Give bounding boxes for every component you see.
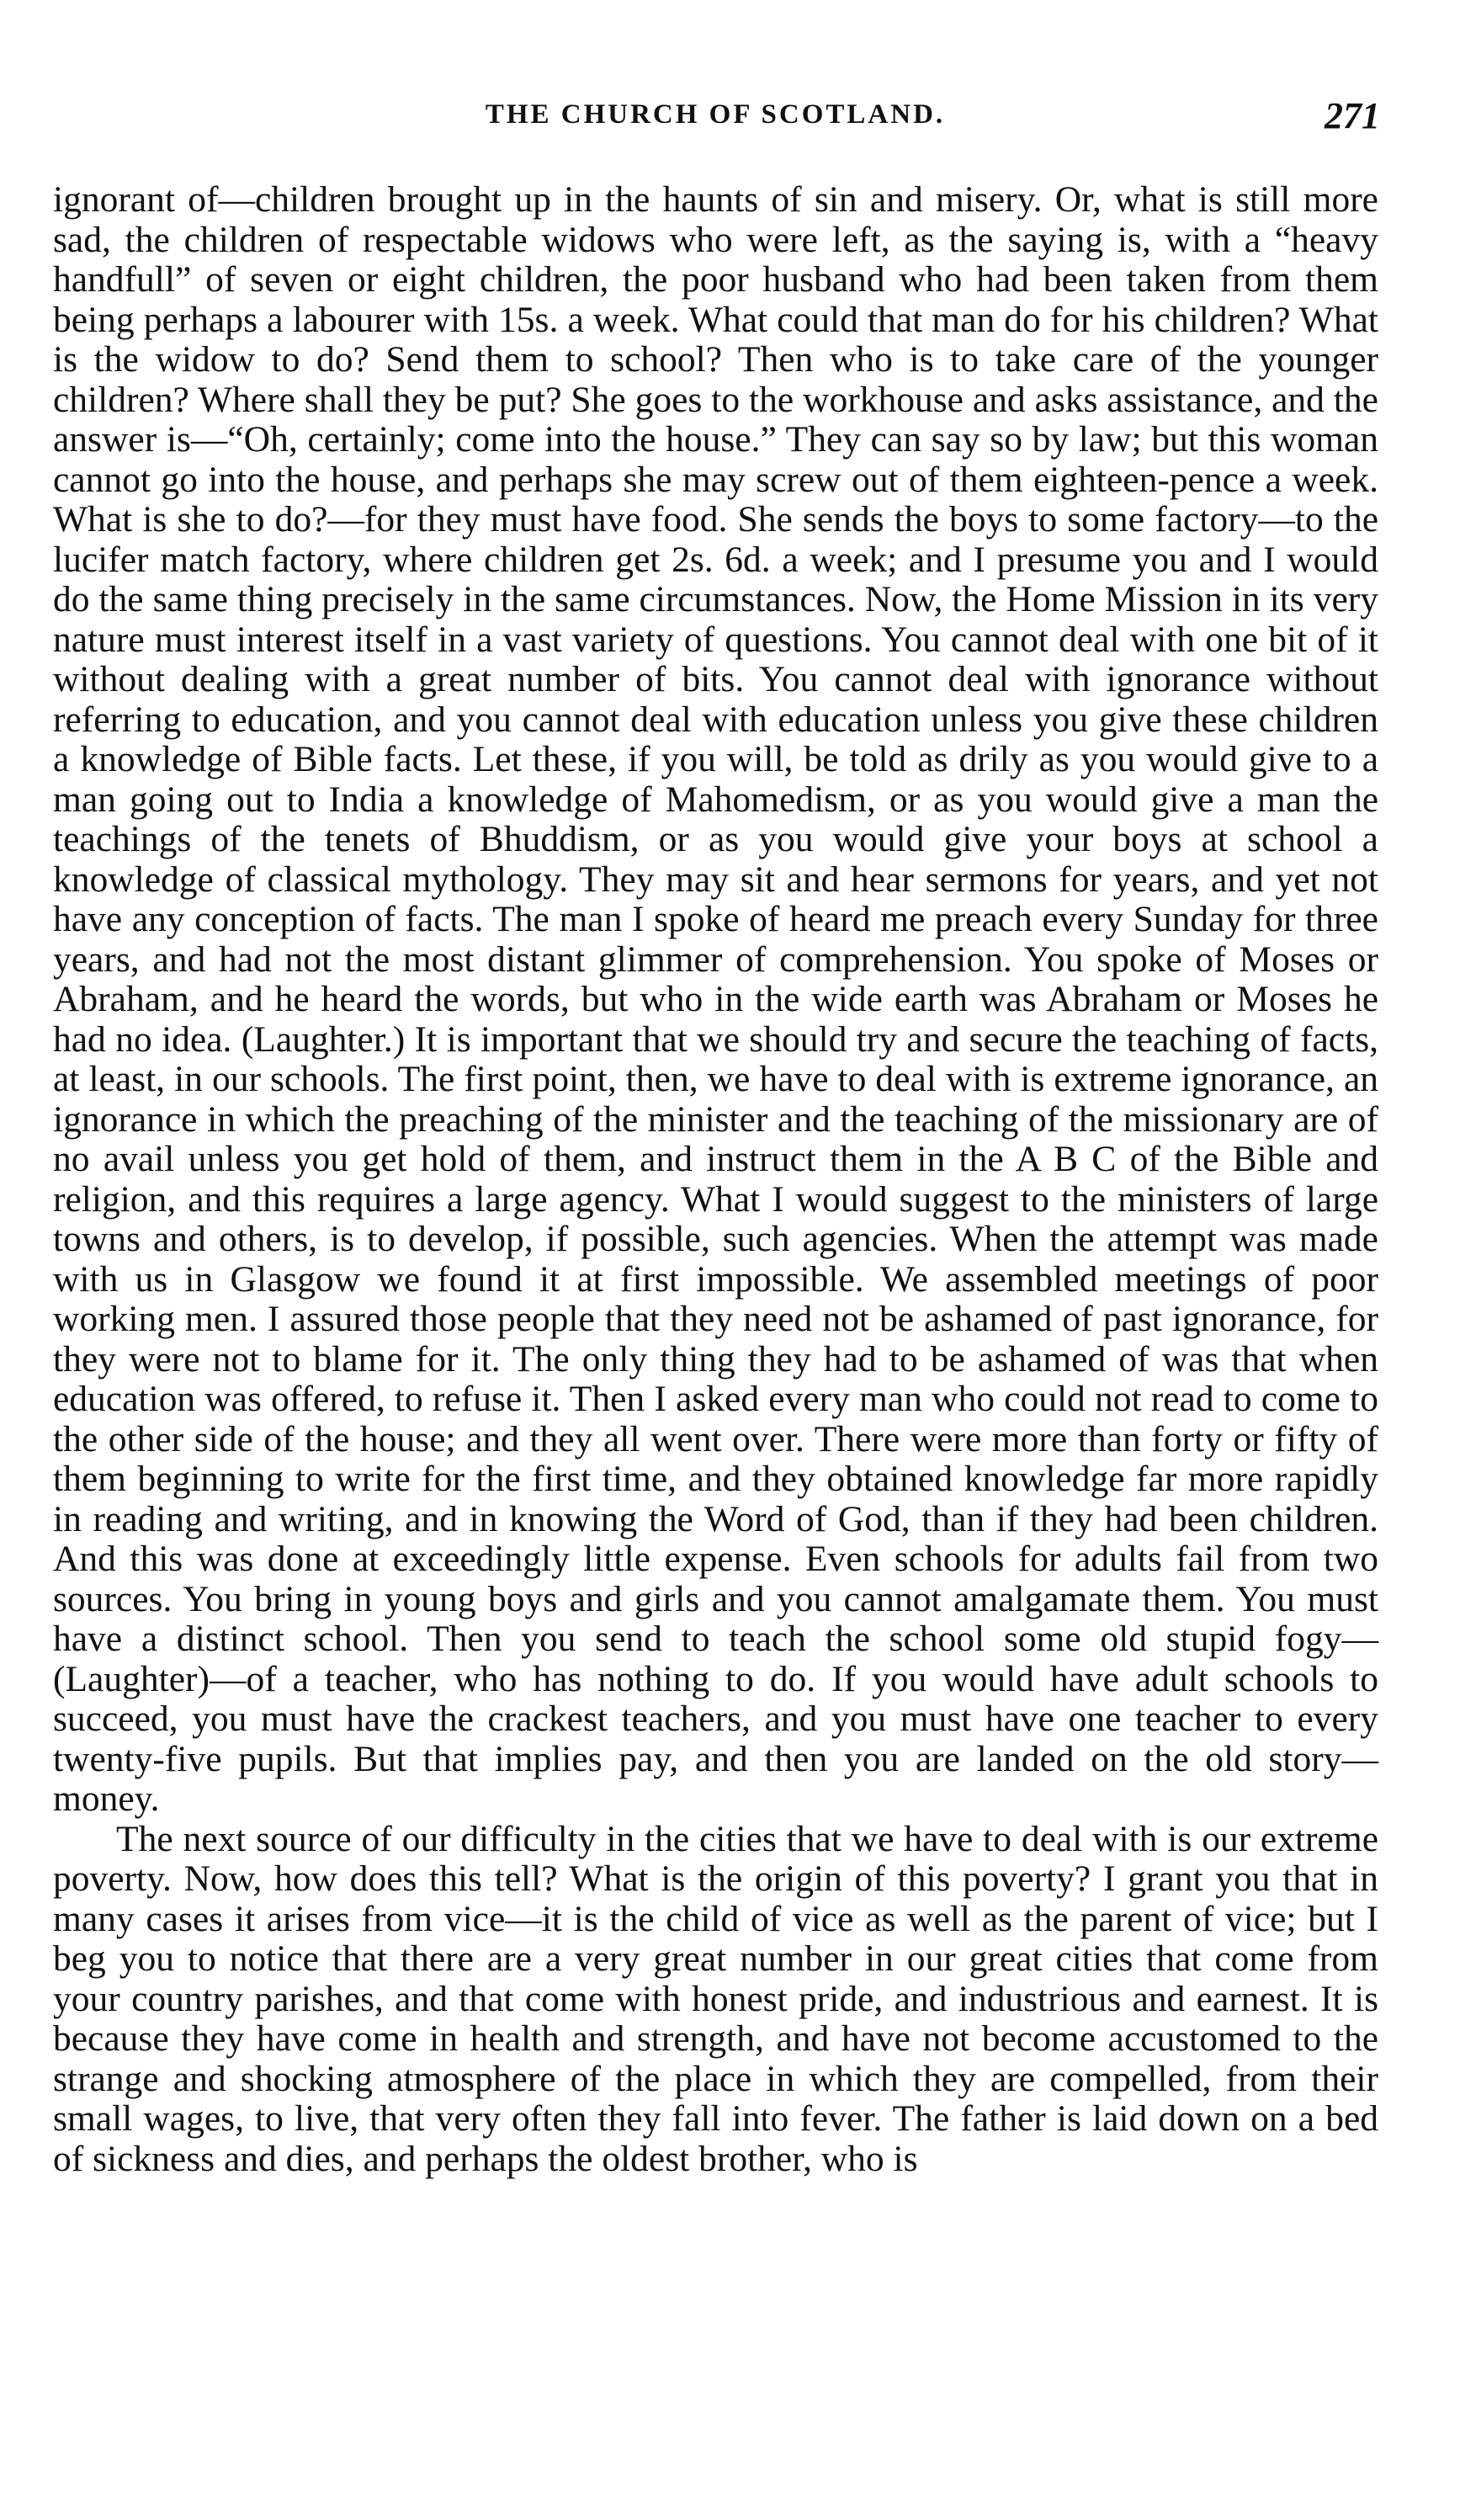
- body-text: [53, 180, 1378, 2179]
- paragraph-continued: ignorant of—children brought up in the haunts of sin and misery. Or, what is still more sad, the children of respectable widows who were left, as the saying is, with a “heavy handfull” of seven or eight children, the poor husband who had been taken from them being perhaps a labourer with 15s. a week. What could that man do for his children? What is the widow to do? Send them to school? Then who is to take care of the younger children? Where shall they be put? She goes to the workhouse and asks assistance, and the answer is—“Oh, certainly; come into the house.” They can say so by law; but this woman cannot go into the house, and perhaps she may screw out of them eighteen-pence a week. What is she to do?—for they must have food. She sends the boys to some factory—to the lucifer match factory, where children get 2s. 6d. a week; and I presume you and I would do the same thing precisely in the same circumstances. Now, the Home Mission in its very nature must interest itself in a vast variety of questions. You cannot deal with one bit of it without dealing with a great number of bits. You cannot deal with ignorance without referring to education, and you cannot deal with education unless you give these children a knowledge of Bible facts. Let these, if you will, be told as drily as you would give to a man going out to India a knowledge of Mahomedism, or as you would give a man the teachings of the tenets of Bhuddism, or as you would give your boys at school a knowledge of classical mythology. They may sit and hear sermons for years, and yet not have any conception of facts. The man I spoke of heard me preach every Sunday for three years, and had not the most distant glimmer of comprehension. You spoke of Moses or Abraham, and he heard the words, but who in the wide earth was Abraham or Moses he had no idea. (Laughter.) It is important that we should try and secure the teaching of facts, at least, in our schools. The first point, then, we have to deal with is extreme ignorance, an ignorance in which the preaching of the minister and the teaching of the missionary are of no avail unless you get hold of them, and instruct them in the A B C of the Bible and religion, and this requires a large agency. What I would suggest to the ministers of large towns and others, is to develop, if possible, such agencies. When the attempt was made with us in Glasgow we found it at first impossible. We assembled meetings of poor working men. I assured those people that they need not be ashamed of past ignorance, for they were not to blame for it. The only thing they had to be ashamed of was that when education was offered, to refuse it. Then I asked every man who could not read to come to the other side of the house; and they all went over. There were more than forty or fifty of them beginning to write for the first time, and they obtained knowledge far more rapidly in reading and writing, and in knowing the Word of God, than if they had been children. And this was done at exceedingly little expense. Even schools for adults fail from two sources. You bring in young boys and girls and you cannot amalgamate them. You must have a distinct school. Then you send to teach the school some old stupid fogy—(Laughter)—of a teacher, who has nothing to do. If you would have adult schools to succeed, you must have the crackest teachers, and you must have one teacher to every twenty-five pupils. But that implies pay, and then you are landed on the old story—money.: [53, 179, 1378, 1819]
- paragraph: The next source of our difficulty in the cities that we have to deal with is our extreme poverty. Now, how does this tell? What is the origin of this poverty? I grant you that in many cases it arises from vice—it is the child of vice as well as the parent of vice; but I beg you to notice that there are a very great number in our great cities that come from your country parishes, and that come with honest pride, and industrious and earnest. It is because they have come in health and strength, and have not become accustomed to the strange and shocking atmosphere of the place in which they are compelled, from their small wages, to live, that very often they fall into fever. The father is laid down on a bed of sickness and dies, and perhaps the oldest brother, who is: [53, 1818, 1378, 2179]
- page-number: 271: [1325, 95, 1380, 136]
- running-title: THE CHURCH OF SCOTLAND.: [485, 99, 946, 130]
- page-header: [50, 95, 1380, 150]
